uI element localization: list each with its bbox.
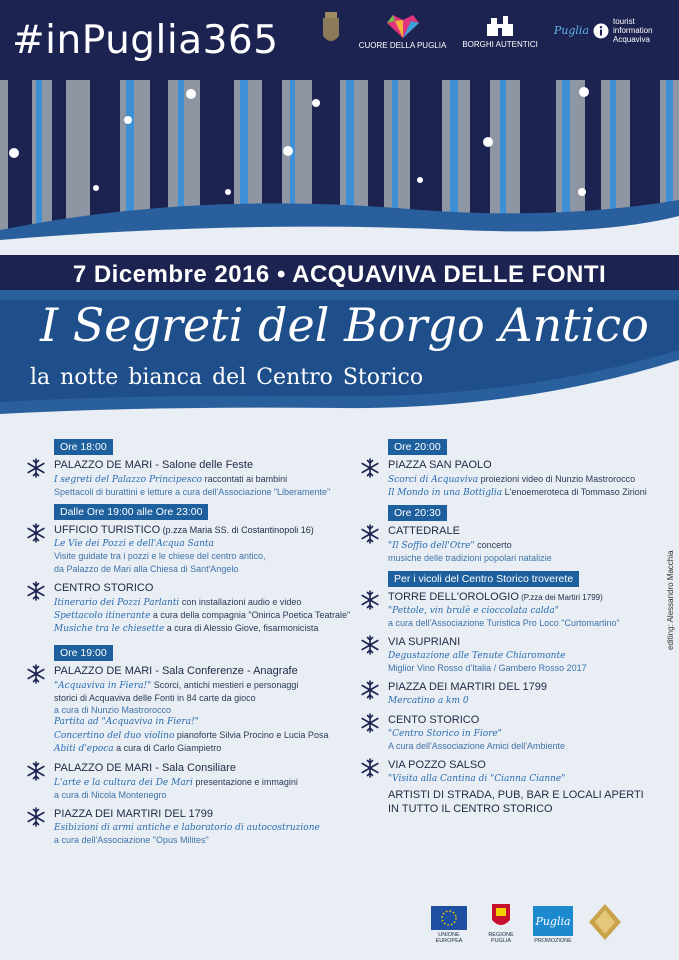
- program-entry: CENTRO STORICO Itinerario dei Pozzi Parlanti con installazioni audio e video Spettacolo itinerante a cura della compagnia "Onirica Poetica Teatrale" Musiche tra le chiesette a cura di Alessio Giove, fisarmonicista: [26, 581, 356, 635]
- tourist-information-logo: Puglia tourist information Acquaviva: [553, 17, 653, 44]
- time-badge: Dalle Ore 19:00 alle Ore 23:00: [54, 504, 208, 520]
- snowflake-icon: [360, 713, 380, 733]
- puglia-script-mark: Puglia: [553, 24, 589, 38]
- event-subtitle: la notte bianca del Centro Storico: [30, 365, 424, 390]
- winter-forest-illustration: [0, 80, 679, 260]
- snowflake-icon: [26, 807, 46, 827]
- puglia-promozione-logo: Puglia PROMOZIONE: [532, 906, 574, 944]
- cuore-della-puglia-logo: CUORE DELLA PUGLIA: [359, 13, 447, 51]
- time-badge: Ore 18:00: [54, 439, 113, 455]
- program-entry: UFFICIO TURISTICO (p.zza Maria SS. di Costantinopoli 16) Le Vie dei Pozzi e dell'Acqua Santa Visite guidate tra i pozzi e le chiese del centro antico, da Palazzo de Mari alla Chiesa di Sant'Angelo: [26, 523, 356, 574]
- sponsor-logos: [428, 902, 626, 944]
- snowflake-icon: [360, 524, 380, 544]
- program-entry: TORRE DELL'OROLOGIO (P.zza dei Martiri 1799) "Pettole, vin brulè e cioccolata calda" a cura dell'Associazione Turistica Pro Loco "Curtomartino": [360, 590, 650, 629]
- program-entry: PALAZZO DE MARI - Sala Consiliare L'arte e la cultura dei De Mari presentazione e immagini a cura di Nicola Montenegro: [26, 761, 356, 801]
- program-entry: PIAZZA DEI MARTIRI DEL 1799 Esibizioni di armi antiche e laboratorio di autocostruzione a cura dell'Associazione "Opus Milites": [26, 807, 356, 846]
- program-entry: PIAZZA SAN PAOLO Scorci di Acquaviva proiezioni video di Nunzio Mastrorocco Il Mondo in una Bottiglia L'enoemeroteca di Tommaso Zirioni: [360, 458, 650, 499]
- snowflake-icon: [360, 758, 380, 778]
- snowflake-icon: [26, 664, 46, 684]
- award-badge-logo: [584, 902, 626, 944]
- snowflake-icon: [360, 635, 380, 655]
- left-program-column: [26, 439, 356, 852]
- closing-note: ARTISTI DI STRADA, PUB, BAR E LOCALI APERTI IN TUTTO IL CENTRO STORICO: [388, 789, 644, 815]
- snowflake-icon: [360, 590, 380, 610]
- info-icon: [593, 23, 609, 39]
- right-program-column: [360, 439, 650, 823]
- editing-credit: editing: Alessandro Macchia: [666, 550, 675, 650]
- city-crest-logo: [319, 10, 343, 53]
- eu-logo: UNIONE EUROPEA: [428, 906, 470, 944]
- time-badge: Ore 20:00: [388, 439, 447, 455]
- program-entry: PALAZZO DE MARI - Sala Conferenze - Anagrafe "Acquaviva in Fiera!" Scorci, antichi mestieri e personaggi storici di Acquaviva delle Fonti in 84 carte da gioco a cura di Nunzio Mastrorocco Partita ad "Acquaviva in Fiera!" Concertino del duo violino pianoforte Silvia Procino e Lucia Posa Abiti d'epoca a cura di Carlo Giampietro: [26, 664, 356, 755]
- snowflake-icon: [360, 458, 380, 478]
- program-entry: CATTEDRALE "Il Soffio dell'Otre" concerto musiche delle tradizioni popolari natalizie: [360, 524, 650, 564]
- header-bar: [0, 0, 679, 80]
- program-entry: PALAZZO DE MARI - Salone delle Feste I segreti del Palazzo Principesco raccontati ai bambini Spettacoli di burattini e letture a cura dell'Associazione "Liberamente": [26, 458, 356, 498]
- program-entry: CENTO STORICO "Centro Storico in Fiore" A cura dell'Associazione Amici dell'Ambiente: [360, 713, 650, 752]
- snowflake-icon: [26, 458, 46, 478]
- program-entry: VIA POZZO SALSO "Visita alla Cantina di "Cianna Cianne" ARTISTI DI STRADA, PUB, BAR E LOCALI APERTI IN TUTTO IL CENTRO STORICO: [360, 758, 650, 816]
- borghi-autentici-logo: BORGHI AUTENTICI: [462, 14, 538, 50]
- section-badge: Per i vicoli del Centro Storico troverete: [388, 571, 579, 587]
- snowflake-icon: [26, 761, 46, 781]
- date-location-banner: 7 Dicembre 2016 • ACQUAVIVA DELLE FONTI: [0, 255, 679, 295]
- time-badge: Ore 19:00: [54, 645, 113, 661]
- hashtag-title: #inPuglia365: [12, 18, 279, 63]
- header-logos: [319, 10, 671, 53]
- snowflake-icon: [360, 680, 380, 700]
- event-title: I Segreti del Borgo Antico: [40, 298, 649, 352]
- program-entry: VIA SUPRIANI Degustazione alle Tenute Chiaromonte Miglior Vino Rosso d'Italia / Gambero Rosso 2017: [360, 635, 650, 674]
- program-entry: PIAZZA DEI MARTIRI DEL 1799 Mercatino a km 0: [360, 680, 650, 707]
- snowflake-icon: [26, 523, 46, 543]
- snowflake-icon: [26, 581, 46, 601]
- time-badge: Ore 20:30: [388, 505, 447, 521]
- regione-puglia-logo: REGIONE PUGLIA: [480, 902, 522, 944]
- svg-text:Puglia: Puglia: [535, 915, 571, 928]
